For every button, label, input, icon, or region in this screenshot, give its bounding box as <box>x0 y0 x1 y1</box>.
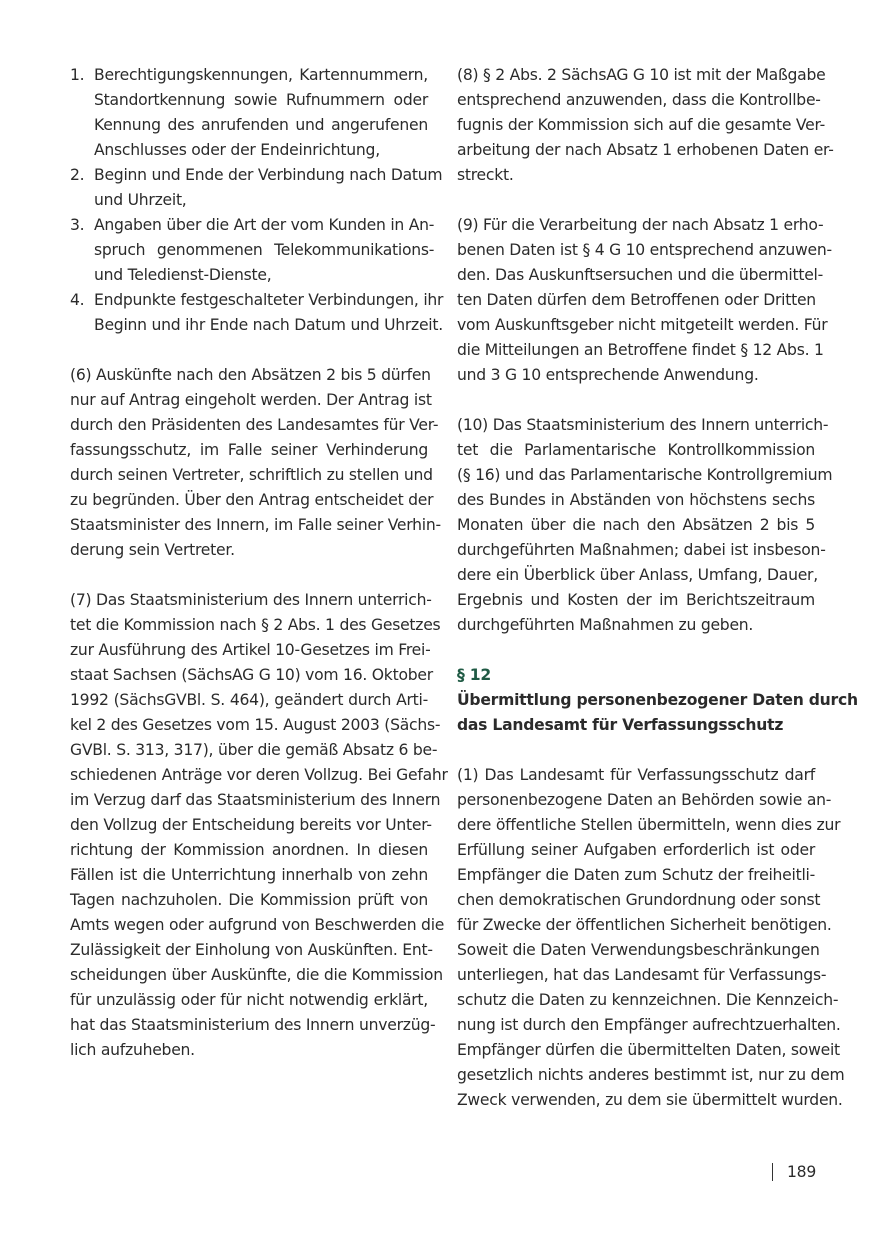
text-line: Standortkennung sowie Rufnummern oder <box>94 91 428 109</box>
text-line: durch den Präsidenten des Landesamtes für Ver- <box>70 416 439 434</box>
text-line: den. Das Auskunftsersuchen und die übermittel- <box>457 266 824 284</box>
text-line: richtung der Kommission anordnen. In diesen <box>70 841 428 859</box>
text-line: Amts wegen oder aufgrund von Beschwerden die <box>70 916 445 934</box>
text-line: chen demokratischen Grundordnung oder sonst <box>457 891 821 909</box>
text-line: spruch genommenen Telekommunikations- <box>94 241 435 259</box>
text-line: fugnis der Kommission sich auf die gesamte Ver- <box>457 116 825 134</box>
text-line: schiedenen Anträge vor deren Vollzug. Bei Gefahr <box>70 766 448 784</box>
text-line: (§ 16) und das Parlamentarische Kontrollgremium <box>457 466 833 484</box>
list-number: 2. <box>70 166 85 184</box>
text-line: Erfüllung seiner Aufgaben erforderlich ist oder <box>457 841 815 859</box>
enumerated-list <box>70 63 444 338</box>
text-line: durch seinen Vertreter, schriftlich zu stellen und <box>70 466 433 484</box>
text-line: schutz die Daten zu kennzeichnen. Die Kennzeich- <box>457 991 839 1009</box>
text-line: Kennung des anrufenden und angerufenen <box>94 116 428 134</box>
text-line: staat Sachsen (SächsAG G 10) vom 16. Oktober <box>70 666 433 684</box>
text-line: Staatsminister des Innern, im Falle seiner Verhin- <box>70 516 441 534</box>
page-number: 189 <box>787 1163 817 1181</box>
text-line: und 3 G 10 entsprechende Anwendung. <box>457 366 759 384</box>
text-line: streckt. <box>457 166 514 184</box>
text-line: (8) § 2 Abs. 2 SächsAG G 10 ist mit der Maßgabe <box>457 66 826 84</box>
text-line: für Zwecke der öffentlichen Sicherheit benötigen. <box>457 916 832 934</box>
text-line: ten Daten dürfen dem Betroffenen oder Dritten <box>457 291 816 309</box>
text-line: im Verzug darf das Staatsministerium des Innern <box>70 791 441 809</box>
heading-line: das Landesamt für Verfassungsschutz <box>457 716 784 734</box>
text-line: Beginn und Ende der Verbindung nach Datum <box>94 166 443 184</box>
text-line: Beginn und ihr Ende nach Datum und Uhrzeit. <box>94 316 443 334</box>
text-line: Soweit die Daten Verwendungsbeschränkungen <box>457 941 820 959</box>
text-line: entsprechend anzuwenden, dass die Kontrollbe- <box>457 91 821 109</box>
heading-line: Übermittlung personenbezogener Daten durch <box>457 691 858 709</box>
text-line: Fällen ist die Unterrichtung innerhalb von zehn <box>70 866 428 884</box>
text-line: GVBl. S. 313, 317), über die gemäß Absatz 6 be- <box>70 741 438 759</box>
text-line: Anschlusses oder der Endeinrichtung, <box>94 141 380 159</box>
text-line: durchgeführten Maßnahmen; dabei ist insbeson- <box>457 541 826 559</box>
text-line: Endpunkte festgeschalteter Verbindungen, ihr <box>94 291 444 309</box>
list-item <box>70 213 435 288</box>
text-line: nung ist durch den Empfänger aufrechtzuerhalten. <box>457 1016 841 1034</box>
text-line: des Bundes in Abständen von höchstens sechs <box>457 491 815 509</box>
paragraph-9 <box>457 213 832 388</box>
text-line: (9) Für die Verarbeitung der nach Absatz 1 erho- <box>457 216 824 234</box>
text-line: Berechtigungskennungen, Kartennummern, <box>94 66 428 84</box>
text-line: scheidungen über Auskünfte, die die Kommission <box>70 966 443 984</box>
text-line: benen Daten ist § 4 G 10 entsprechend anzuwen- <box>457 241 832 259</box>
text-line: Tagen nachzuholen. Die Kommission prüft von <box>70 891 428 909</box>
text-line: lich aufzuheben. <box>70 1041 195 1059</box>
text-line: Zulässigkeit der Einholung von Auskünften. Ent- <box>70 941 433 959</box>
text-line: arbeitung der nach Absatz 1 erhobenen Daten er- <box>457 141 834 159</box>
text-line: Monaten über die nach den Absätzen 2 bis 5 <box>457 516 815 534</box>
text-line: vom Auskunftsgeber nicht mitgeteilt werden. Für <box>457 316 828 334</box>
text-line: zu begründen. Über den Antrag entscheidet der <box>70 491 434 509</box>
right-column <box>457 63 858 1113</box>
text-line: (1) Das Landesamt für Verfassungsschutz darf <box>457 766 815 784</box>
list-number: 1. <box>70 66 85 84</box>
text-line: 1992 (SächsGVBl. S. 464), geändert durch Arti- <box>70 691 428 709</box>
text-line: derung sein Vertreter. <box>70 541 235 559</box>
text-line: den Vollzug der Entscheidung bereits vor Unter- <box>70 816 432 834</box>
text-line: durchgeführten Maßnahmen zu geben. <box>457 616 754 634</box>
list-item <box>70 288 444 338</box>
text-line: und Uhrzeit, <box>94 191 187 209</box>
text-line: Empfänger die Daten zum Schutz der freiheitli- <box>457 866 815 884</box>
list-item <box>70 63 428 163</box>
page-footer <box>772 1160 816 1184</box>
text-line: zur Ausführung des Artikel 10-Gesetzes im Frei- <box>70 641 431 659</box>
footer-divider <box>772 1163 773 1181</box>
text-line: (10) Das Staatsministerium des Innern unterrich- <box>457 416 829 434</box>
text-line: für unzulässig oder für nicht notwendig erklärt, <box>70 991 428 1009</box>
section-heading <box>457 688 858 738</box>
text-line: (6) Auskünfte nach den Absätzen 2 bis 5 dürfen <box>70 366 431 384</box>
text-line: personenbezogene Daten an Behörden sowie an- <box>457 791 832 809</box>
text-line: unterliegen, hat das Landesamt für Verfassungs- <box>457 966 827 984</box>
text-line: die Mitteilungen an Betroffene findet § 12 Abs. 1 <box>457 341 824 359</box>
text-line: hat das Staatsministerium des Innern unverzüg- <box>70 1016 436 1034</box>
paragraph-7 <box>70 588 448 1063</box>
text-line: dere öffentliche Stellen übermitteln, wenn dies zur <box>457 816 841 834</box>
text-line: Zweck verwenden, zu dem sie übermittelt wurden. <box>457 1091 843 1109</box>
text-line: gesetzlich nichts anderes bestimmt ist, nur zu dem <box>457 1066 845 1084</box>
left-column <box>70 63 448 1063</box>
text-line: und Teledienst-Dienste, <box>94 266 272 284</box>
text-line: nur auf Antrag eingeholt werden. Der Antrag ist <box>70 391 432 409</box>
list-item <box>70 163 443 213</box>
text-line: (7) Das Staatsministerium des Innern unterrich- <box>70 591 432 609</box>
list-number: 3. <box>70 216 85 234</box>
text-line: Ergebnis und Kosten der im Berichtszeitraum <box>457 591 815 609</box>
text-line: Empfänger dürfen die übermittelten Daten, soweit <box>457 1041 840 1059</box>
text-line: kel 2 des Gesetzes vom 15. August 2003 (Sächs- <box>70 716 441 734</box>
text-line: tet die Parlamentarische Kontrollkommission <box>457 441 815 459</box>
text-line: Angaben über die Art der vom Kunden in An- <box>94 216 435 234</box>
paragraph-10 <box>457 413 833 638</box>
text-line: fassungsschutz, im Falle seiner Verhinderung <box>70 441 428 459</box>
paragraph-12-1 <box>457 763 845 1113</box>
text-line: dere ein Überblick über Anlass, Umfang, Dauer, <box>457 566 818 584</box>
list-number: 4. <box>70 291 85 309</box>
paragraph-6 <box>70 363 441 563</box>
section-number: § 12 <box>457 666 491 684</box>
paragraph-8 <box>457 63 834 188</box>
text-line: tet die Kommission nach § 2 Abs. 1 des Gesetzes <box>70 616 441 634</box>
